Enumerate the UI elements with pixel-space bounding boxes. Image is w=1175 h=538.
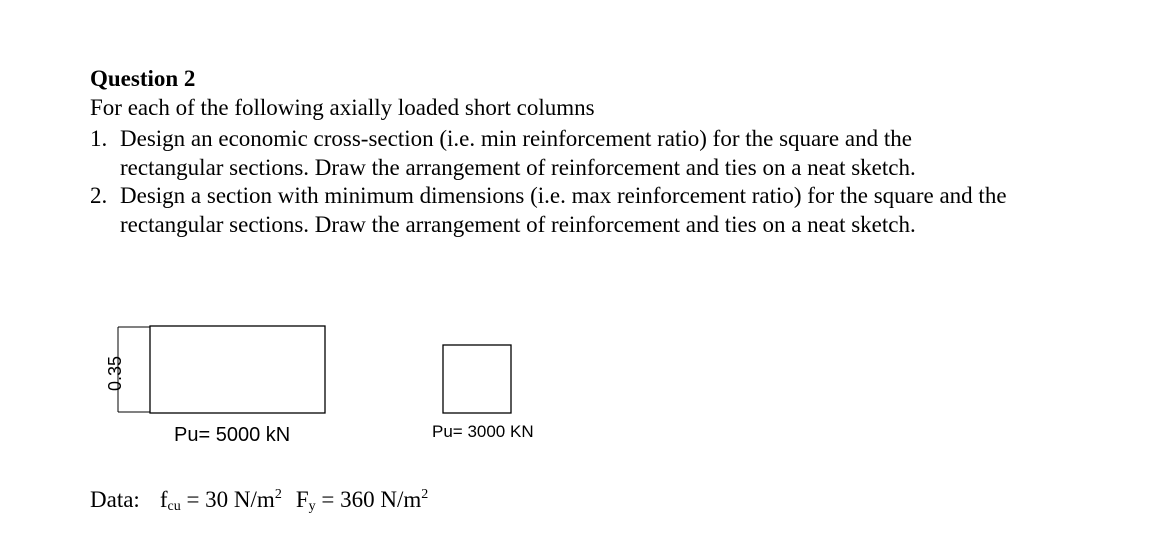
fcu-subscript: cu — [167, 499, 181, 514]
fcu-value: = 30 N/m — [180, 487, 275, 512]
fy-symbol: F — [295, 487, 309, 512]
data-prefix: Data: — [90, 487, 140, 512]
task-text-1: Design an economic cross-section (i.e. min reinforcement ratio) for the square and the rectangular sections. Draw the arrangement of reinforcement and ties on a neat sketch. — [120, 126, 916, 180]
material-data — [90, 487, 428, 515]
question-intro: For each of the following axially loaded short columns — [90, 95, 595, 120]
question-title: Question 2 — [90, 66, 196, 91]
fcu-symbol: f — [159, 487, 168, 512]
task-number-1: 1. — [90, 126, 108, 151]
fy-value: = 360 N/m — [315, 487, 422, 512]
square-column-section — [443, 345, 511, 413]
fcu-exponent: 2 — [274, 487, 282, 502]
rectangular-dimension-label: 0.35 — [105, 355, 125, 391]
task-number-2: 2. — [90, 183, 108, 208]
rectangular-column-section — [150, 326, 325, 413]
rectangular-load-label: Pu= 5000 kN — [174, 424, 291, 446]
task-text-2: Design a section with minimum dimensions (i.e. max reinforcement ratio) for the square and the rectangular sections. Draw the arrangement of reinforcement and ties on a neat sketch. — [120, 183, 1007, 237]
fy-exponent: 2 — [421, 487, 429, 502]
fy-subscript: y — [308, 499, 316, 514]
square-load-label: Pu= 3000 KN — [432, 422, 534, 441]
